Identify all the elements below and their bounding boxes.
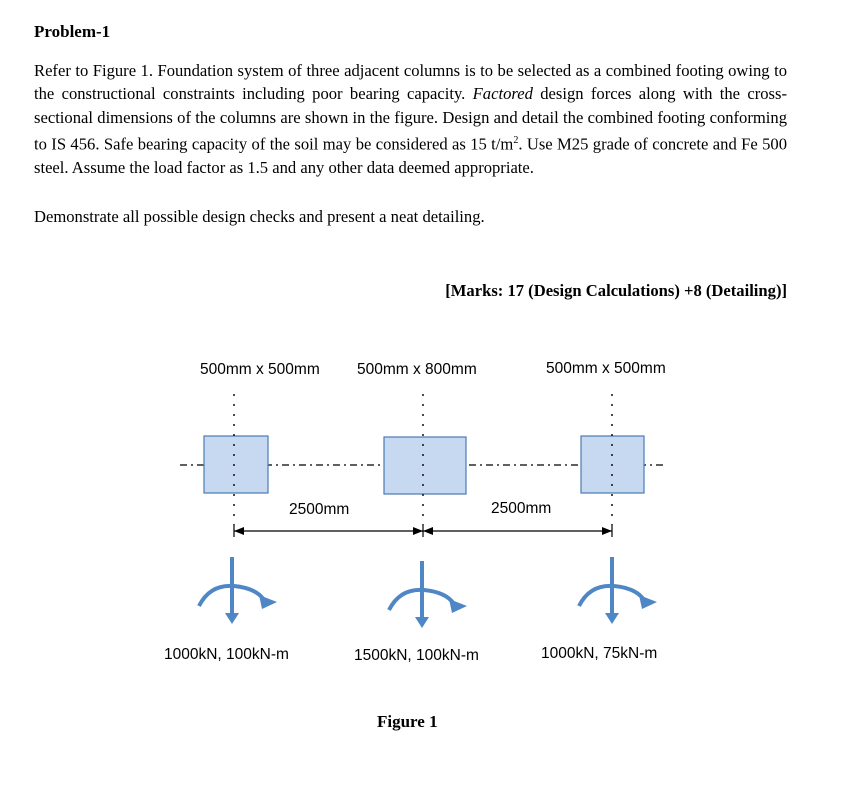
statement-part-1: Refer to Figure 1. Foundation system of three adjacent columns is to be selected as a combined footing owing to the constructional constraints including poor bearing capacity. (34, 61, 787, 104)
column-1 (204, 394, 268, 525)
load-arrow-2 (389, 561, 467, 628)
spacing-2-label: 2500mm (491, 500, 552, 517)
problem-instruction: Demonstrate all possible design checks and present a neat detailing. (34, 207, 485, 226)
column-3-load-label: 1000kN, 75kN-m (541, 645, 658, 662)
marks-label: [Marks: 17 (Design Calculations) +8 (Detailing)] (445, 281, 787, 300)
load-arrow-1 (199, 557, 277, 624)
column-1-size-label: 500mm x 500mm (200, 361, 320, 378)
column-2-load-label: 1500kN, 100kN-m (354, 647, 479, 664)
column-2-rect (384, 437, 466, 494)
column-2-size-label: 500mm x 800mm (357, 361, 477, 378)
column-3-size-label: 500mm x 500mm (546, 360, 666, 377)
dimension-line (234, 525, 612, 537)
statement-part-3: . Use M25 grade of concrete and Fe 500 steel. Assume the load factor as 1.5 and any other data deemed appropriate. (34, 134, 787, 178)
column-1-rect (204, 436, 268, 493)
statement-italic-word: Factored (472, 84, 533, 104)
column-3 (581, 394, 644, 525)
statement-superscript: 2 (513, 135, 519, 147)
column-2 (384, 394, 466, 525)
statement-part-2: design forces along with the cross-sectional dimensions of the columns are shown in the figure. Design and detail the combined footing conforming to IS 456. Safe bearing capacity of the soil may be considered as 15 t/m (34, 84, 787, 154)
spacing-1-label: 2500mm (289, 501, 350, 518)
figure-caption: Figure 1 (377, 712, 438, 731)
problem-title: Problem-1 (34, 22, 111, 41)
column-1-load-label: 1000kN, 100kN-m (164, 646, 289, 663)
load-arrow-3 (579, 557, 657, 624)
